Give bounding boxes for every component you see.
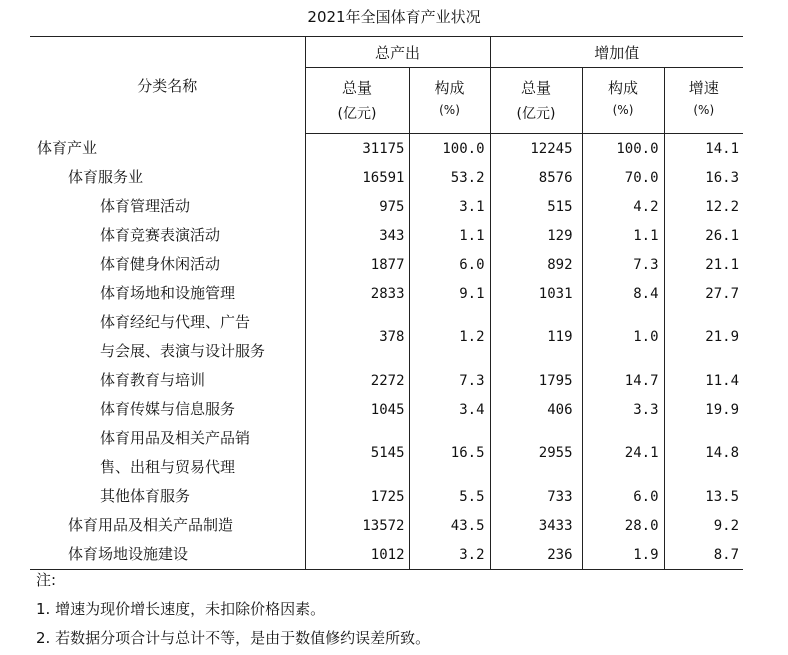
table-row [30,308,743,366]
output-total-unit: (亿元) [305,100,409,134]
category-name-line: 体育管理活动 [100,197,191,215]
output-composition-header: 构成 [409,68,490,101]
growth-unit: (%) [664,100,743,134]
output-total-cell: 5145 [305,424,409,482]
growth-cell: 11.4 [705,372,740,389]
added-composition-cell: 3.3 [582,395,664,424]
output-composition-cell: 1.2 [409,308,490,366]
output-composition-cell: 16.5 [409,424,490,482]
added-composition-cell: 24.1 [582,424,664,482]
category-name-line: 体育用品及相关产品制造 [68,516,234,534]
category-name-line: 体育健身休闲活动 [100,255,221,273]
added-composition-cell: 4.2 [582,192,664,221]
output-composition-cell: 5.5 [409,482,490,511]
growth-cell: 14.8 [705,445,740,461]
added-total-cell: 733 [490,482,582,511]
row-category-name [30,482,305,511]
output-composition-cell: 100.0 [409,134,490,164]
added-composition-cell: 14.7 [582,366,664,395]
added-total-cell: 12245 [490,134,582,164]
added-composition-cell: 1.9 [582,540,664,570]
growth-cell: 13.5 [705,488,740,505]
added-composition-cell: 28.0 [582,511,664,540]
category-name-line: 其他体育服务 [100,487,191,505]
row-category-name [30,511,305,540]
table-title: 2021年全国体育产业状况 [307,8,481,26]
output-total-cell: 1045 [305,395,409,424]
growth-cell: 14.1 [705,140,740,157]
added-composition-cell: 7.3 [582,250,664,279]
table-row [30,482,743,511]
output-composition-cell: 53.2 [409,163,490,192]
note-1: 1. 增速为现价增长速度，未扣除价格因素。 [36,600,326,618]
growth-cell: 21.9 [705,329,740,345]
output-composition-cell: 6.0 [409,250,490,279]
category-name-line: 体育场地设施建设 [68,545,189,563]
added-total-cell: 515 [490,192,582,221]
table-row [30,221,743,250]
output-composition-cell: 7.3 [409,366,490,395]
growth-header: 增速 [664,68,743,101]
notes-label: 注: [36,571,57,589]
output-composition-cell: 1.1 [409,221,490,250]
added-composition-cell: 1.1 [582,221,664,250]
output-composition-cell: 9.1 [409,279,490,308]
growth-cell: 19.9 [705,401,740,418]
output-composition-unit: (%) [409,100,490,134]
output-composition-cell: 3.2 [409,540,490,570]
growth-cell: 27.7 [705,285,740,302]
row-category-name [30,250,305,279]
category-name-line: 体育产业 [37,138,98,157]
output-composition-cell: 43.5 [409,511,490,540]
output-composition-cell: 3.1 [409,192,490,221]
output-group-header: 总产出 [305,37,490,68]
added-composition-cell: 100.0 [582,134,664,164]
added-value-group-header: 增加值 [490,37,743,68]
category-name-line: 体育传媒与信息服务 [100,400,236,418]
category-name-line: 体育用品及相关产品销 [100,429,251,447]
added-total-header: 总量 [490,68,582,101]
added-total-cell: 1031 [490,279,582,308]
table-row [30,279,743,308]
added-total-cell: 3433 [490,511,582,540]
output-total-cell: 1012 [305,540,409,570]
growth-cell: 8.7 [664,540,743,570]
added-total-cell: 892 [490,250,582,279]
category-name-line: 与会展、表演与设计服务 [100,342,266,360]
added-total-cell: 2955 [490,424,582,482]
added-composition-cell: 1.0 [582,308,664,366]
category-name-line: 售、出租与贸易代理 [100,458,236,476]
growth-cell: 21.1 [705,256,740,273]
row-category-name [30,395,305,424]
added-composition-cell: 70.0 [582,163,664,192]
notes [36,566,430,653]
row-category-name [30,192,305,221]
added-composition-header: 构成 [582,68,664,101]
table-body [30,134,743,570]
row-category-name [30,424,305,482]
growth-cell: 9.2 [713,517,740,534]
output-total-cell: 2272 [305,366,409,395]
added-total-cell: 8576 [490,163,582,192]
growth-cell: 16.3 [705,169,740,186]
output-total-header: 总量 [305,68,409,101]
output-total-cell: 343 [305,221,409,250]
output-total-cell: 16591 [305,163,409,192]
row-category-name [30,134,305,164]
table-row [30,511,743,540]
output-total-cell: 975 [305,192,409,221]
row-category-name [30,366,305,395]
output-composition-cell: 3.4 [409,395,490,424]
category-header: 分类名称 [30,37,305,134]
row-category-name [30,221,305,250]
table-row [30,424,743,482]
added-composition-cell: 8.4 [582,279,664,308]
category-name-line: 体育服务业 [68,168,144,186]
added-total-cell: 406 [490,395,582,424]
table-row [30,395,743,424]
added-composition-unit: (%) [582,100,664,134]
table-row [30,250,743,279]
output-total-cell: 13572 [305,511,409,540]
growth-cell: 12.2 [705,198,740,215]
added-total-cell: 119 [490,308,582,366]
table-row [30,134,743,164]
table-row [30,163,743,192]
category-name-line: 体育教育与培训 [100,371,206,389]
category-name-line: 体育竞赛表演活动 [100,226,221,244]
growth-cell: 26.1 [705,227,740,244]
row-category-name [30,308,305,366]
sports-industry-table [30,36,743,570]
category-name-line: 体育经纪与代理、广告 [100,313,251,331]
output-total-cell: 1877 [305,250,409,279]
table-row [30,366,743,395]
table-row [30,192,743,221]
added-total-cell: 1795 [490,366,582,395]
output-total-cell: 2833 [305,279,409,308]
row-category-name [30,279,305,308]
added-total-cell: 236 [490,540,582,570]
added-composition-cell: 6.0 [582,482,664,511]
row-category-name [30,163,305,192]
category-name-line: 体育场地和设施管理 [100,284,236,302]
added-total-cell: 129 [490,221,582,250]
note-2: 2. 若数据分项合计与总计不等，是由于数值修约误差所致。 [36,629,431,647]
added-total-unit: (亿元) [490,100,582,134]
output-total-cell: 31175 [305,134,409,164]
output-total-cell: 378 [305,308,409,366]
output-total-cell: 1725 [305,482,409,511]
